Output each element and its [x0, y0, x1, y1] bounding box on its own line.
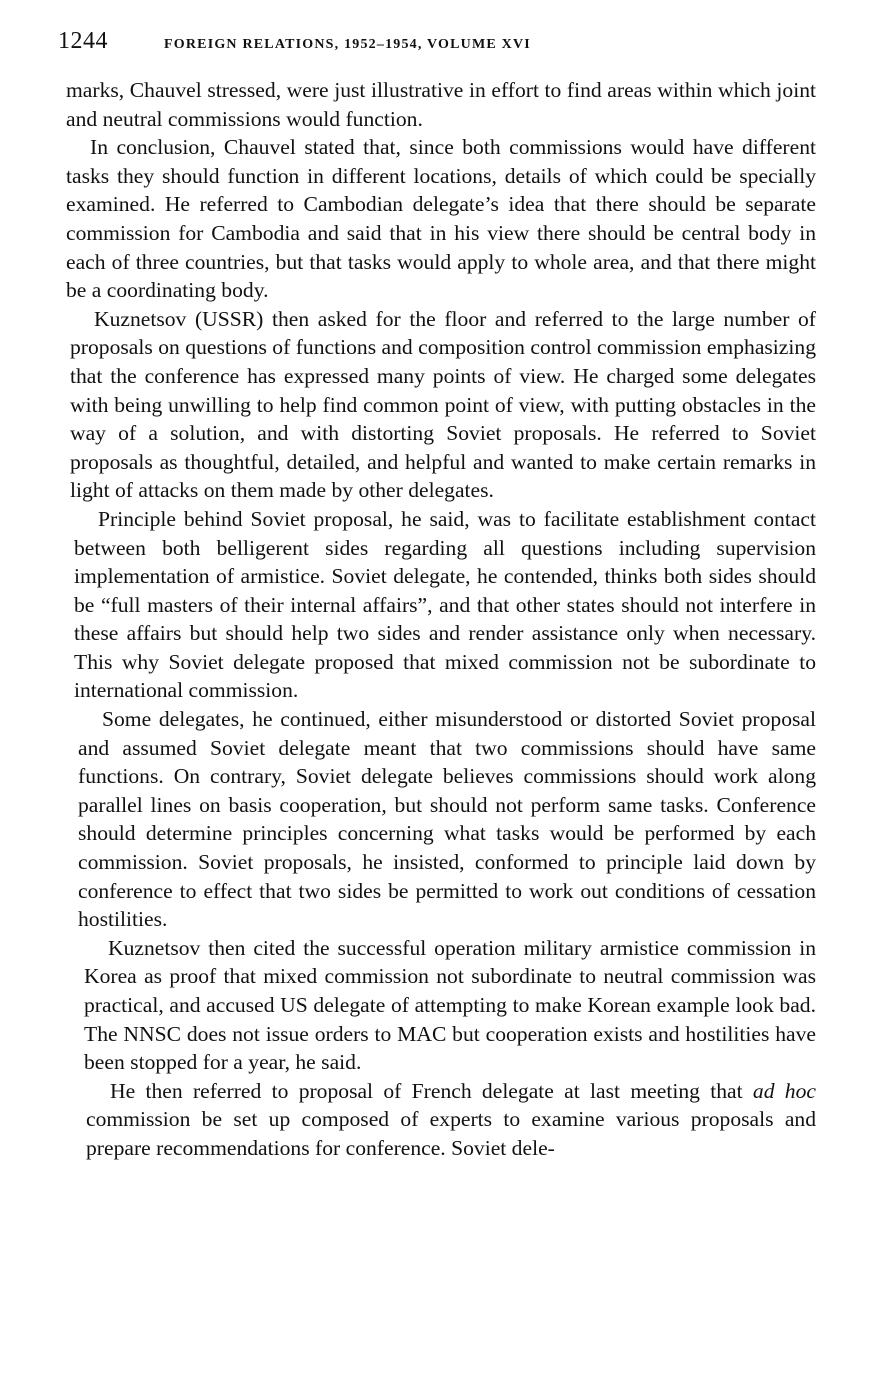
document-body	[66, 76, 816, 1163]
paragraph-text: commission be set up composed of experts to examine various proposals and prepare recommendations for conference. Soviet dele-	[86, 1107, 816, 1160]
running-head: FOREIGN RELATIONS, 1952–1954, VOLUME XVI	[164, 37, 531, 52]
paragraph: Kuznetsov (USSR) then asked for the floor and referred to the large number of proposals on questions of functions and composition control commission emphasizing that the conference has expressed many points of view. He charged some delegates with being unwilling to help find common point of view, with putting obstacles in the way of a solution, and with distorting Soviet proposals. He referred to Soviet proposals as thoughtful, detailed, and helpful and wanted to make certain remarks in light of attacks on them made by other delegates.	[70, 306, 816, 503]
italic-phrase: ad hoc	[752, 1078, 816, 1103]
paragraph: Some delegates, he continued, either misunderstood or distorted Soviet proposal and assumed Soviet delegate meant that two commissions should have same functions. On contrary, Soviet delegate believes commissions should work along parallel lines on basis cooperation, but should not perform same tasks. Conference should determine principles concerning what tasks would be performed by each commission. Soviet proposals, he insisted, conformed to principle laid down by conference to effect that two sides be permitted to work out conditions of cessation hostilities.	[78, 707, 816, 932]
document-page	[58, 28, 816, 1163]
paragraph	[66, 1077, 816, 1163]
page-header	[58, 28, 816, 64]
paragraph-text: He then referred to proposal of French delegate at last meeting that	[110, 1078, 753, 1103]
paragraph: In conclusion, Chauvel stated that, since both commissions would have different tasks they should function in different locations, details of which could be specially examined. He referred to Cambodian delegate’s idea that there should be separate commission for Cambodia and said that in his view there should be central body in each of three countries, but that tasks would apply to whole area, and that there might be a coordinating body.	[66, 135, 816, 303]
paragraph: Kuznetsov then cited the successful operation military armistice commission in Korea as proof that mixed commission not subordinate to neutral commission was practical, and accused US delegate of attempting to make Korean example look bad. The NNSC does not issue orders to MAC but cooperation exists and hostilities have been stopped for a year, he said.	[84, 935, 816, 1075]
paragraph-continued: marks, Chauvel stressed, were just illustrative in effort to find areas within which joint and neutral commissions would function.	[66, 78, 816, 131]
page-number: 1244	[58, 28, 108, 54]
paragraph: Principle behind Soviet proposal, he said, was to facilitate establishment contact between both belligerent sides regarding all questions including supervision implementation of armistice. Soviet delegate, he contended, thinks both sides should be “full masters of their internal affairs”, and that other states should not interfere in these affairs but should help two sides and render assistance only when necessary. This why Soviet delegate proposed that mixed commission not be subordinate to international commission.	[74, 506, 816, 703]
